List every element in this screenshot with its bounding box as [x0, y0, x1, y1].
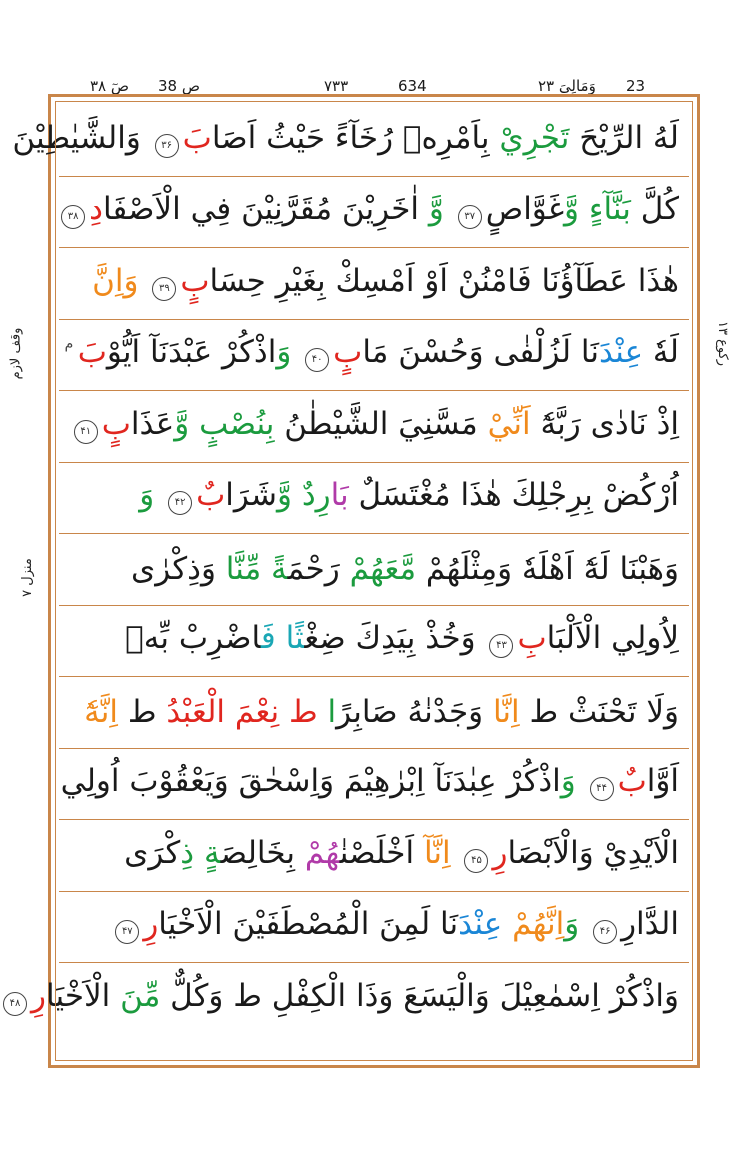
- page-number-urdu: ۷۳۳: [324, 77, 349, 95]
- verse-text: الْاَخْيَا: [46, 978, 121, 1015]
- verse-text: اَخْلَصْنٰ: [339, 834, 424, 871]
- verse-line-text: [125, 620, 679, 658]
- verse-text: [292, 477, 302, 513]
- tajweed-text-green: مِّنَّا: [225, 550, 262, 587]
- verse-text: شَرَا: [225, 477, 277, 514]
- verse-text: اذْكُرْ عَبْدَنَآ اَيُّوْ: [106, 334, 277, 371]
- ayah-marker: ۴۶: [593, 920, 617, 944]
- verse-text: وَهَبْنَا لَهٗٓ اَهْلَهٗ وَمِثْلَهُمْ: [416, 550, 679, 587]
- verse-text: وَذِكْرٰى: [131, 550, 226, 587]
- verse-line: [59, 534, 689, 606]
- verse-line: [59, 749, 689, 821]
- tajweed-text-red: بٌ: [617, 763, 647, 800]
- tajweed-text-purple: بَا: [330, 477, 349, 514]
- verse-text: اذْكُرْ عِبٰدَنَآ اِبْرٰهِيْمَ وَاِسْحٰقَ وَيَعْقُوْبَ اُولِي: [60, 763, 561, 800]
- tajweed-text-green: ةٍ: [203, 834, 221, 871]
- ayah-marker: ۴۸: [3, 992, 27, 1016]
- verse-line: [59, 677, 689, 749]
- page-header: [52, 76, 698, 96]
- verse-text: ط: [118, 693, 167, 730]
- tajweed-text-green: ا: [327, 693, 337, 730]
- verse-text: بِخَالِصَ: [220, 834, 305, 871]
- verse-text: [261, 551, 271, 587]
- tajweed-text-orange: اِنَّا: [492, 693, 520, 730]
- verse-text: [189, 406, 199, 442]
- verse-text: لَهٗ: [643, 334, 679, 371]
- tajweed-text-green: تَجْرِيْ: [499, 119, 570, 156]
- tajweed-text-green: بَنَّآءٍ: [588, 191, 631, 228]
- verse-text: كُلَّ: [630, 191, 679, 228]
- surah-number: 38 ص: [158, 77, 200, 95]
- tajweed-text-green: وَّ: [564, 191, 580, 228]
- verse-text: [579, 191, 589, 227]
- tajweed-text-green: مِّنَ: [120, 978, 161, 1015]
- verse-text: وَلَا تَحْنَثْ ط: [519, 693, 679, 730]
- manzil-note: منزل ۷: [19, 558, 35, 597]
- tajweed-text-red: بٌ: [196, 477, 226, 514]
- verse-line: [9, 963, 689, 1035]
- tajweed-text-red: بٍ: [101, 405, 131, 442]
- verse-text: كْرَى: [124, 834, 181, 871]
- tajweed-text-green: وَّ: [174, 405, 190, 442]
- tajweed-text-green: بِنُصْبٍ: [199, 405, 275, 442]
- verse-text: مَسَّنِيَ الشَّيْطٰنُ: [274, 405, 488, 442]
- verse-text: لِاُولِي الْاَلْبَا: [546, 620, 679, 657]
- verse-line-text: [111, 906, 679, 944]
- waqf-lazim-note: وقف لازم: [8, 327, 24, 380]
- verse-line-text: [0, 978, 679, 1016]
- ayah-marker: ۴۲: [168, 491, 192, 515]
- verse-line: [59, 606, 689, 678]
- surah-name-urdu: ۳۸ صٓ: [90, 77, 130, 95]
- tajweed-text-purple: هُمْ: [304, 834, 340, 871]
- ayah-marker: ۳۸: [61, 205, 85, 229]
- verse-line-text: [92, 262, 679, 301]
- tajweed-text-orange: اِنَّآ: [423, 834, 451, 871]
- tajweed-text-blue: عِنْدَ: [598, 334, 644, 371]
- verse-line-text: [57, 191, 679, 229]
- verse-line-text: [12, 119, 679, 158]
- verse-line-text: [60, 763, 679, 801]
- para-name-urdu: وَمَالِیَ ۲۳: [538, 77, 596, 95]
- verse-text: اٰخَرِيْنَ مُقَرَّنِيْنَ فِي الْاَصْفَا: [102, 191, 429, 228]
- tajweed-text-green: وَ: [564, 906, 590, 943]
- verse-text: اَوَّا: [646, 763, 679, 800]
- verse-line-text: [131, 550, 679, 587]
- tajweed-text-red: بَ: [77, 334, 107, 371]
- verse-text: نَا لَمِنَ الْمُصْطَفَيْنَ الْاَخْيَا: [158, 906, 459, 943]
- tajweed-text-red: رِ: [143, 906, 159, 943]
- verse-text: نَا لَزُلْفٰى وَحُسْنَ مَا: [362, 334, 599, 371]
- verse-line-text: [139, 477, 679, 515]
- tajweed-text-orange: وَاِنَّ: [92, 262, 149, 299]
- tajweed-text-green: وَّ: [428, 191, 444, 228]
- verse-text: هٰذَا عَطَآؤُنَا فَامْنُنْ اَوْ اَمْسِكْ بِغَيْرِ حِسَا: [209, 262, 679, 299]
- tajweed-text-orange: اِنَّهُمْ: [512, 906, 565, 943]
- ayah-marker: ۴۵: [464, 849, 488, 873]
- tajweed-text-red: رِ: [31, 978, 47, 1015]
- tajweed-text-teal: ثًا: [285, 620, 305, 657]
- verse-line-text: [84, 693, 679, 730]
- verse-line: [59, 892, 689, 964]
- ayah-marker: ۴۷: [115, 920, 139, 944]
- tajweed-text-red: بِ: [517, 620, 547, 657]
- ruku-note: رکوع ۱۳: [715, 320, 731, 367]
- tajweed-text-red: رِ: [492, 834, 508, 871]
- verse-text: وَخُذْ بِيَدِكَ ضِغْ: [304, 620, 486, 657]
- ayah-marker: ۴۱: [74, 420, 98, 444]
- tajweed-text-green: وَ: [276, 334, 302, 371]
- tajweed-text-red: بٍ: [333, 334, 363, 371]
- verse-text: الْاَيْدِيْ وَالْاَبْصَا: [507, 834, 679, 871]
- tajweed-text-orange: اَنِّيْ: [487, 405, 531, 442]
- tajweed-text-teal: فَ: [260, 620, 286, 657]
- verse-line: [59, 177, 689, 249]
- ayah-marker: ۴۴: [590, 777, 614, 801]
- verse-line: [59, 248, 689, 320]
- verse-text: وَاذْكُرْ اِسْمٰعِيْلَ وَالْيَسَعَ وَذَا الْكِفْلِ ط وَكُلٌّ: [160, 978, 679, 1015]
- verse-text: [444, 191, 454, 227]
- page-number: 634: [398, 77, 427, 95]
- tajweed-text-green: وَّ: [276, 477, 292, 514]
- verse-line: [12, 105, 689, 177]
- verse-line: [59, 463, 689, 535]
- verse-line-text: [64, 334, 679, 372]
- tajweed-text-red: ط نِعْمَ الْعَبْدُ: [166, 693, 328, 730]
- verse-text: وَالشَّيٰطِيْنَ: [12, 119, 151, 156]
- verse-text: م: [64, 336, 78, 353]
- verse-text: لَهُ الرِّيْحَ: [569, 119, 679, 156]
- verse-text: الدَّارِ: [621, 906, 679, 943]
- verse-text: وَجَدْنٰهُ صَابِرً: [336, 693, 493, 730]
- verse-text: اُرْكُضْ بِرِجْلِكَ هٰذَا مُغْتَسَلٌ: [348, 477, 679, 514]
- verse-text: اضْرِبْ بِّهٖ: [125, 620, 261, 657]
- verse-line: [59, 820, 689, 892]
- verse-text: بِاَمْرِهٖ رُخَآءً حَيْثُ اَصَا: [211, 119, 500, 156]
- tajweed-text-blue: عِنْدَ: [458, 906, 503, 943]
- tajweed-text-red: دِ: [89, 191, 103, 228]
- tajweed-text-red: بٍ: [180, 262, 210, 299]
- ayah-marker: ۴۰: [305, 348, 329, 372]
- tajweed-text-green: رِدٌ: [301, 477, 331, 514]
- ayah-marker: ۴۳: [489, 634, 513, 658]
- verse-line-text: [124, 834, 679, 873]
- tajweed-text-orange: اِنَّهٗٓ: [84, 693, 118, 730]
- tajweed-text-green: ةً: [271, 550, 288, 587]
- verse-text: غَوَّاصٍ: [485, 191, 565, 228]
- verse-text: اِذْ نَادٰى رَبَّهٗٓ: [530, 405, 679, 442]
- verse-line: [59, 391, 689, 463]
- verse-line-text: [70, 405, 679, 444]
- verse-text: عَذَا: [130, 405, 175, 442]
- ayah-marker: ۳۷: [458, 205, 482, 229]
- ayah-marker: ۳۹: [152, 277, 176, 301]
- ayah-marker: ۳۶: [155, 134, 179, 158]
- verse-line: [59, 320, 689, 392]
- tajweed-text-red: بَ: [182, 119, 212, 156]
- verse-text: رَحْمَ: [287, 550, 350, 587]
- verse-text: [502, 906, 512, 942]
- tajweed-text-green: ذِ: [180, 834, 204, 871]
- tajweed-text-green: مَّعَهُمْ: [349, 550, 417, 587]
- tajweed-text-green: وَ: [560, 763, 586, 800]
- verse-text: [451, 835, 461, 871]
- para-number: 23: [626, 77, 646, 95]
- tajweed-text-green: وَ: [139, 477, 165, 514]
